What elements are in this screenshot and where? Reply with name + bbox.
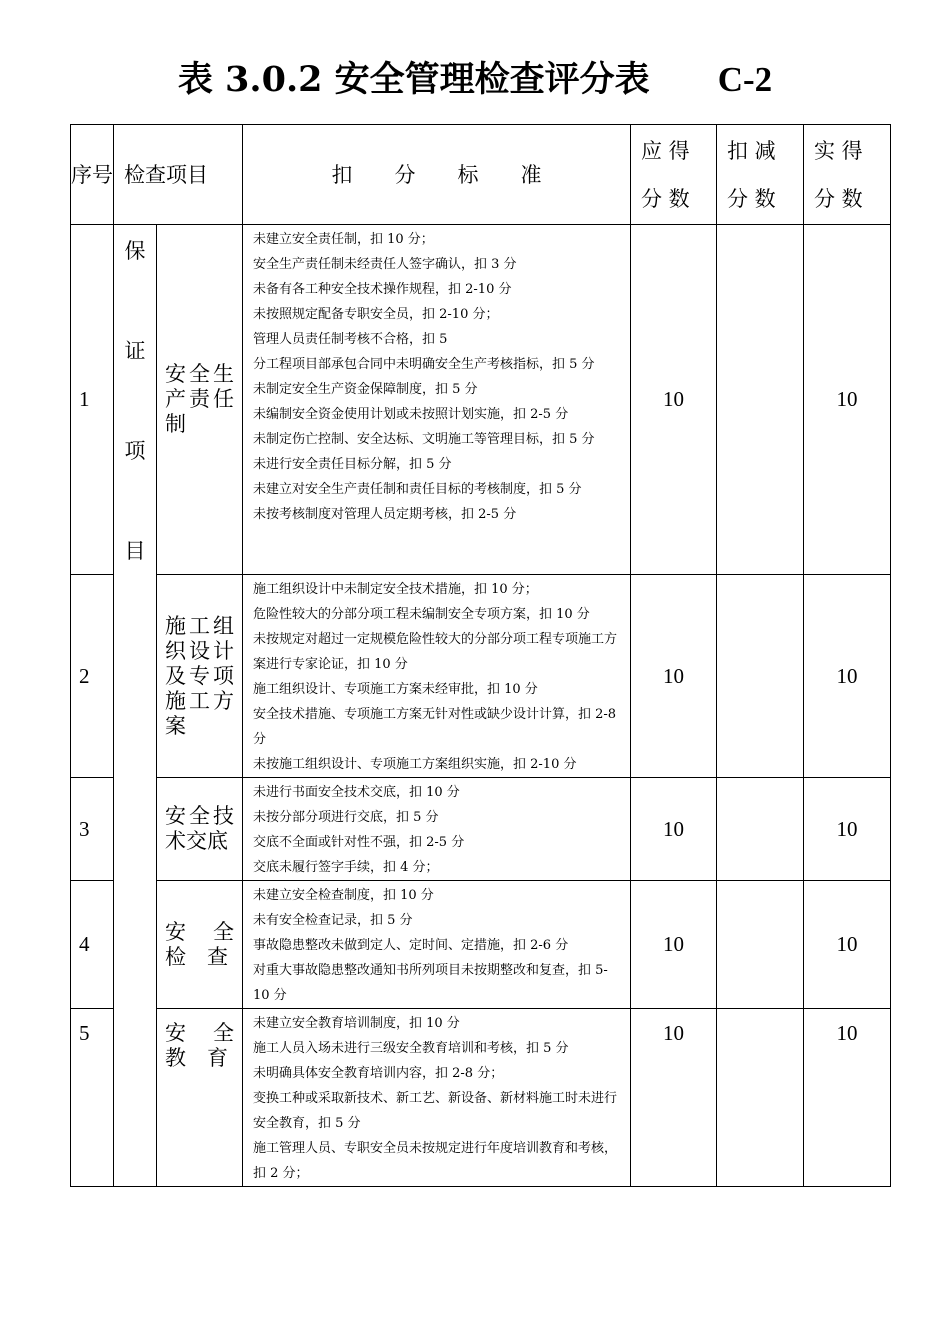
criterion: 交底未履行签字手续，扣 4 分；	[253, 860, 439, 875]
due-score: 10	[631, 881, 717, 1009]
criteria-list	[243, 881, 631, 1009]
group-char: 证	[124, 339, 146, 363]
criterion: 未进行书面安全技术交底，扣 10 分	[253, 785, 460, 800]
criterion: 未建立安全检查制度，扣 10 分	[253, 888, 434, 903]
header-row	[71, 125, 891, 225]
group-char: 项	[124, 439, 146, 463]
criterion: 事故隐患整改未做到定人、定时间、定措施，扣 2-6 分	[253, 938, 569, 953]
header-seq: 序号	[71, 125, 114, 225]
criteria-list	[243, 778, 631, 881]
criterion: 未有安全检查记录，扣 5 分	[253, 913, 413, 928]
row-number: 1	[71, 225, 114, 575]
check-item: 施工组织设计及专项施工方案	[157, 575, 243, 778]
actual-score: 10	[804, 1009, 891, 1187]
table-row	[71, 225, 891, 575]
header-standard: 扣 分 标 准	[243, 125, 631, 225]
criterion: 未建立安全教育培训制度，扣 10 分	[253, 1016, 460, 1031]
header-due: 应 得 分 数	[631, 125, 717, 225]
criterion: 未建立安全责任制，扣 10 分；	[253, 232, 434, 247]
due-score: 10	[631, 778, 717, 881]
deduct-score	[717, 881, 804, 1009]
criterion: 施工人员入场未进行三级安全教育培训和考核，扣 5 分	[253, 1041, 569, 1056]
actual-score: 10	[804, 881, 891, 1009]
criterion: 未按分部分项进行交底，扣 5 分	[253, 810, 439, 825]
criterion: 未备有各工种安全技术操作规程，扣 2-10 分	[253, 282, 512, 297]
table-row	[71, 1009, 891, 1187]
criteria-list	[243, 575, 631, 778]
due-score: 10	[631, 575, 717, 778]
table-row	[71, 881, 891, 1009]
header-item: 检查项目	[114, 125, 243, 225]
criteria-list	[243, 225, 631, 575]
criterion: 未明确具体安全教育培训内容，扣 2-8 分；	[253, 1066, 504, 1081]
check-item: 安全生产责任制	[157, 225, 243, 575]
title-text: 表 3.0.2 安全管理检查评分表	[177, 59, 650, 100]
group-label	[114, 225, 157, 1187]
criterion: 施工组织设计、专项施工方案未经审批，扣 10 分	[253, 682, 538, 697]
criterion: 交底不全面或针对性不强，扣 2-5 分	[253, 835, 465, 850]
actual-score: 10	[804, 575, 891, 778]
row-number: 5	[71, 1009, 114, 1187]
deduct-score	[717, 1009, 804, 1187]
criterion: 危险性较大的分部分项工程未编制安全专项方案，扣 10 分	[253, 607, 590, 622]
table-row	[71, 575, 891, 778]
criterion: 对重大事故隐患整改通知书所列项目未按期整改和复查，扣 5-10 分	[253, 963, 608, 1003]
criterion: 安全生产责任制未经责任人签字确认，扣 3 分	[253, 257, 517, 272]
criterion: 未制定伤亡控制、安全达标、文明施工等管理目标，扣 5 分	[253, 432, 595, 447]
criterion: 分工程项目部承包合同中未明确安全生产考核指标，扣 5 分	[253, 357, 595, 372]
criterion: 未按施工组织设计、专项施工方案组织实施，扣 2-10 分	[253, 757, 577, 772]
criterion: 变换工种或采取新技术、新工艺、新设备、新材料施工时未进行安全教育，扣 5 分	[253, 1091, 618, 1131]
row-number: 3	[71, 778, 114, 881]
deduct-score	[717, 225, 804, 575]
criterion: 未编制安全资金使用计划或未按照计划实施，扣 2-5 分	[253, 407, 569, 422]
criterion: 施工管理人员、专职安全员未按规定进行年度培训教育和考核，扣 2 分；	[253, 1141, 618, 1181]
title-code: C-2	[717, 60, 773, 99]
criterion: 未按考核制度对管理人员定期考核，扣 2-5 分	[253, 507, 517, 522]
group-char: 保	[124, 239, 146, 263]
check-item: 安全技术交底	[157, 778, 243, 881]
criterion: 未按规定对超过一定规模危险性较大的分部分项工程专项施工方案进行专家论证，扣 10 分	[253, 632, 618, 672]
due-score: 10	[631, 1009, 717, 1187]
row-number: 2	[71, 575, 114, 778]
criterion: 安全技术措施、专项施工方案无针对性或缺少设计计算，扣 2-8 分	[253, 707, 617, 747]
check-item: 安 全 检 查	[157, 881, 243, 1009]
check-item: 安 全 教 育	[157, 1009, 243, 1187]
criterion: 未进行安全责任目标分解，扣 5 分	[253, 457, 452, 472]
row-number: 4	[71, 881, 114, 1009]
header-actual: 实 得 分 数	[804, 125, 891, 225]
due-score: 10	[631, 225, 717, 575]
criterion: 管理人员责任制考核不合格，扣 5	[253, 332, 448, 347]
score-table	[70, 124, 891, 1187]
criterion: 施工组织设计中未制定安全技术措施，扣 10 分；	[253, 582, 538, 597]
actual-score: 10	[804, 778, 891, 881]
criterion: 未按照规定配备专职安全员，扣 2-10 分；	[253, 307, 499, 322]
page-title	[0, 52, 950, 102]
deduct-score	[717, 778, 804, 881]
header-deduct: 扣 减 分 数	[717, 125, 804, 225]
criteria-list	[243, 1009, 631, 1187]
group-char: 目	[124, 539, 146, 563]
criterion: 未建立对安全生产责任制和责任目标的考核制度，扣 5 分	[253, 482, 582, 497]
actual-score: 10	[804, 225, 891, 575]
deduct-score	[717, 575, 804, 778]
table-row	[71, 778, 891, 881]
criterion: 未制定安全生产资金保障制度，扣 5 分	[253, 382, 478, 397]
